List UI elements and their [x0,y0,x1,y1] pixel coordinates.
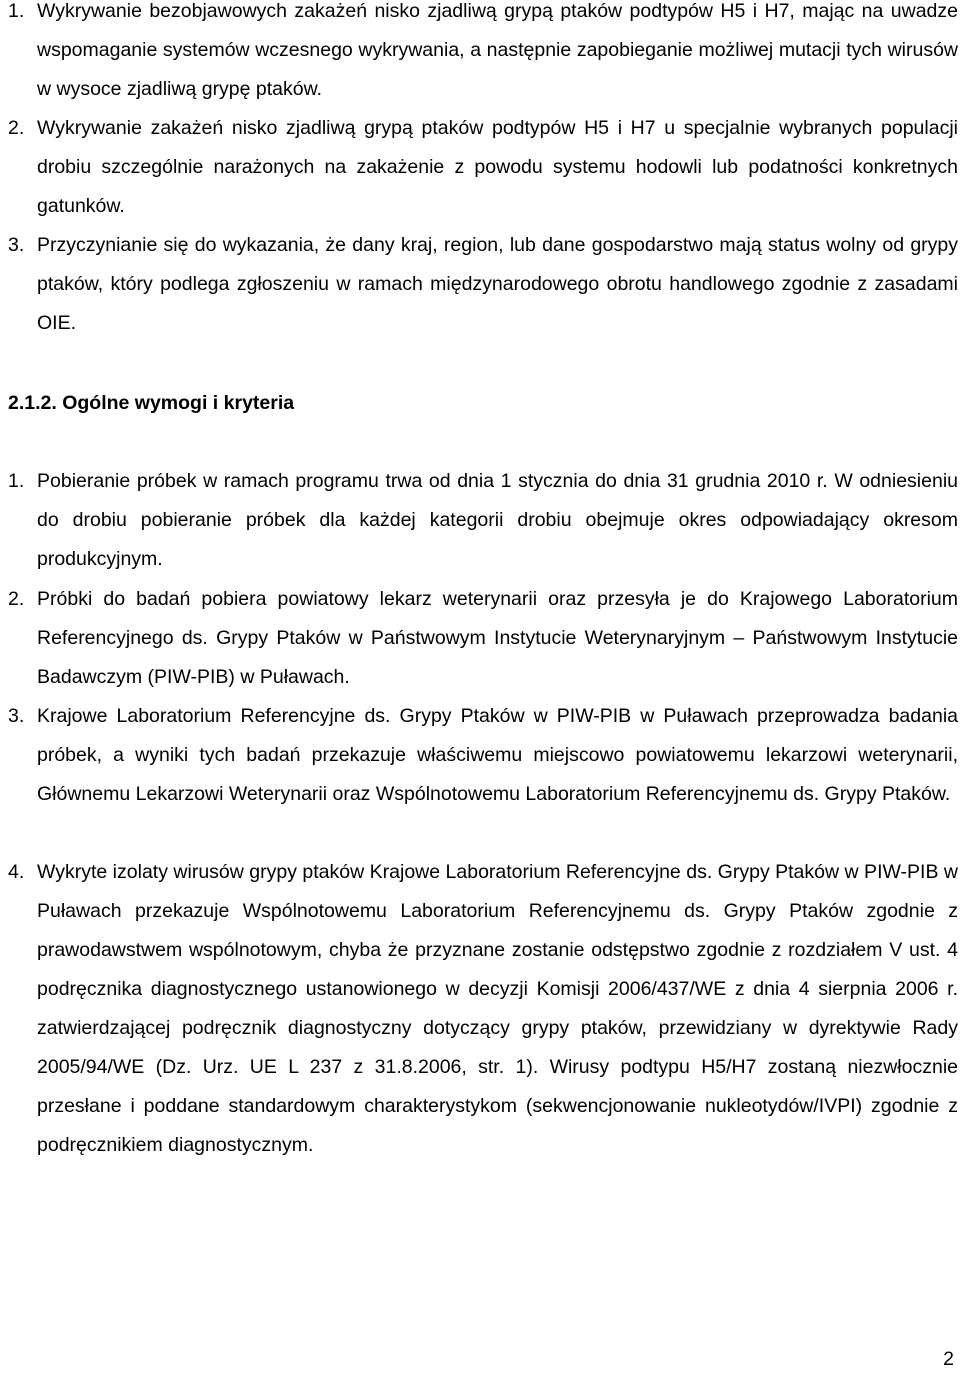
list-item [8,580,958,697]
list-item [8,853,958,1165]
list-item [8,109,958,226]
list-item [8,697,958,814]
list-item-text: Wykryte izolaty wirusów grypy ptaków Krajowe Laboratorium Referencyjne ds. Grypy Ptaków w PIW-PIB w Puławach przekazuje Wspólnotowemu Laboratorium Referencyjnemu ds. Grypy Ptaków zgodnie z prawodawstwem wspólnotowym, chyba że przyznane zostanie odstępstwo zgodnie z rozdziałem V ust. 4 podręcznika diagnostycznego ustanowionego w decyzji Komisji 2006/437/WE z dnia 4 sierpnia 2006 r. zatwierdzającej podręcznik diagnostyczny dotyczący grypy ptaków, przewidziany w dyrektywie Rady 2005/94/WE (Dz. Urz. UE L 237 z 31.8.2006, str. 1). Wirusy podtypu H5/H7 zostaną niezwłocznie przesłane i poddane standardowym charakterystykom (sekwencjonowanie nukleotydów/IVPI) zgodnie z podręcznikiem diagnostycznym. [37,861,958,1156]
list-item-text: Pobieranie próbek w ramach programu trwa od dnia 1 stycznia do dnia 31 grudnia 2010 r. W odniesieniu do drobiu pobieranie próbek dla każdej kategorii drobiu obejmuje okres odpowiadający okresom produkcyjnym. [37,470,958,570]
list-item-number: 1. [8,470,25,492]
list-item-text: Wykrywanie zakażeń nisko zjadliwą grypą ptaków podtypów H5 i H7 u specjalnie wybranych populacji drobiu szczególnie narażonych na zakażenie z powodu systemu hodowli lub podatności konkretnych gatunków. [37,117,958,217]
list-item-text: Próbki do badań pobiera powiatowy lekarz weterynarii oraz przesyła je do Krajowego Laboratorium Referencyjnego ds. Grypy Ptaków w Państwowym Instytucie Weterynaryjnym – Państwowym Instytucie Badawczym (PIW-PIB) w Puławach. [37,588,958,688]
list-item [8,0,958,109]
list-item-number: 1. [8,0,25,22]
list-item-number: 3. [8,705,25,727]
section-heading: 2.1.2. Ogólne wymogi i kryteria [8,392,295,414]
list-item-number: 2. [8,588,25,610]
list-item-number: 4. [8,861,25,883]
list-item-text: Wykrywanie bezobjawowych zakażeń nisko zjadliwą grypą ptaków podtypów H5 i H7, mając na uwadze wspomaganie systemów wczesnego wykrywania, a następnie zapobieganie możliwej mutacji tych wirusów w wysoce zjadliwą grypę ptaków. [37,0,958,100]
list-item [8,226,958,343]
list-item-text: Krajowe Laboratorium Referencyjne ds. Grypy Ptaków w PIW-PIB w Puławach przeprowadza badania próbek, a wyniki tych badań przekazuje właściwemu miejscowo powiatowemu lekarzowi weterynarii, Głównemu Lekarzowi Weterynarii oraz Wspólnotowemu Laboratorium Referencyjnemu ds. Grypy Ptaków. [37,705,958,805]
list-item-number: 3. [8,234,25,256]
list-item [8,462,958,579]
page-number: 2 [943,1348,954,1370]
list-item-number: 2. [8,117,25,139]
list-item-text: Przyczynianie się do wykazania, że dany kraj, region, lub dane gospodarstwo mają status wolny od grypy ptaków, który podlega zgłoszeniu w ramach międzynarodowego obrotu handlowego zgodnie z zasadami OIE. [37,234,958,334]
